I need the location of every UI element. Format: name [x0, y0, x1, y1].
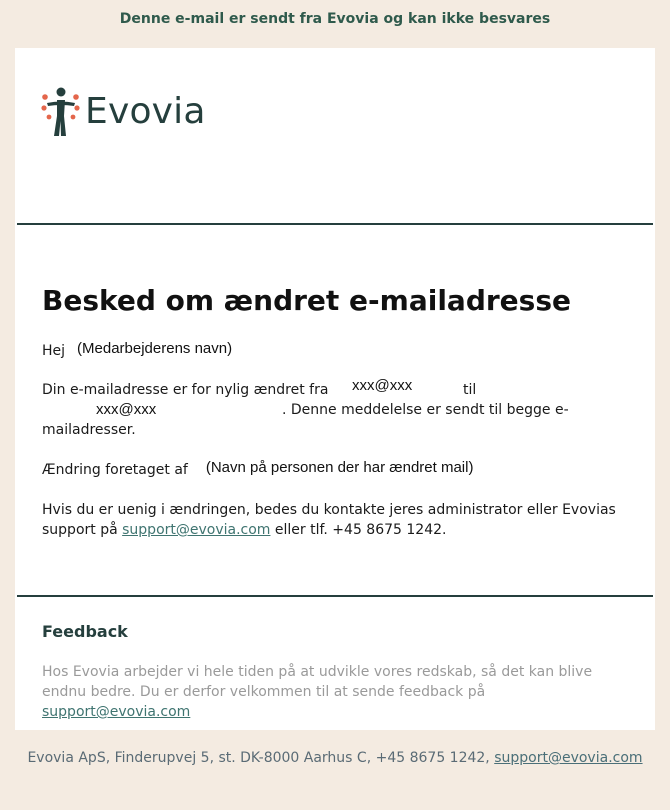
- new-email-placeholder: xxx@xxx: [96, 401, 157, 418]
- top-notice: Denne e-mail er sendt fra Evovia og kan ikke besvares: [119, 11, 551, 27]
- support-email-link[interactable]: support@evovia.com: [122, 522, 271, 538]
- page-title: Besked om ændret e-mailadresse: [42, 284, 571, 317]
- old-email-placeholder: xxx@xxx: [352, 377, 413, 394]
- feedback-email-link[interactable]: support@evovia.com: [42, 704, 191, 720]
- evovia-logo: [41, 86, 206, 138]
- disagree-text: Hvis du er uenig i ændringen, bedes du kontakte jeres administrator eller Evovias support på: [42, 502, 616, 538]
- greeting-text: Hej: [42, 343, 66, 359]
- feedback-text: Hos Evovia arbejder vi hele tiden på at udvikle vores redskab, så det kan blive endnu bedre. Du er derfor velkommen til at sende feedback på: [42, 664, 593, 700]
- evovia-wordmark: Evovia: [85, 91, 206, 132]
- change-intro-text: Din e-mailadresse er for nylig ændret fra: [42, 382, 329, 398]
- header-divider: [17, 223, 653, 225]
- changed-by-label: Ændring foretaget af: [42, 462, 188, 478]
- disagree-text-end: eller tlf. +45 8675 1242.: [274, 522, 447, 538]
- evovia-figure-icon: [41, 86, 81, 138]
- change-rest-line1: . Denne meddelelse er sendt til begge e-: [282, 402, 569, 418]
- recipient-placeholder: (Medarbejderens navn): [77, 340, 233, 357]
- disagree-paragraph: [42, 500, 632, 540]
- email-card: [15, 48, 655, 730]
- change-paragraph: [42, 377, 632, 438]
- to-word: til: [463, 382, 477, 398]
- footer: [0, 750, 670, 766]
- changed-by-line: [42, 460, 632, 480]
- footer-email-link[interactable]: support@evovia.com: [494, 750, 643, 766]
- changed-by-placeholder: (Navn på personen der har ændret mail): [205, 459, 474, 476]
- change-rest-line2: mailadresser.: [42, 422, 136, 438]
- greeting-line: [42, 341, 632, 361]
- feedback-paragraph: [42, 662, 632, 722]
- footer-address: Evovia ApS, Finderupvej 5, st. DK-8000 Aarhus C, +45 8675 1242,: [27, 750, 490, 766]
- feedback-title: Feedback: [42, 622, 128, 641]
- feedback-divider: [17, 595, 653, 597]
